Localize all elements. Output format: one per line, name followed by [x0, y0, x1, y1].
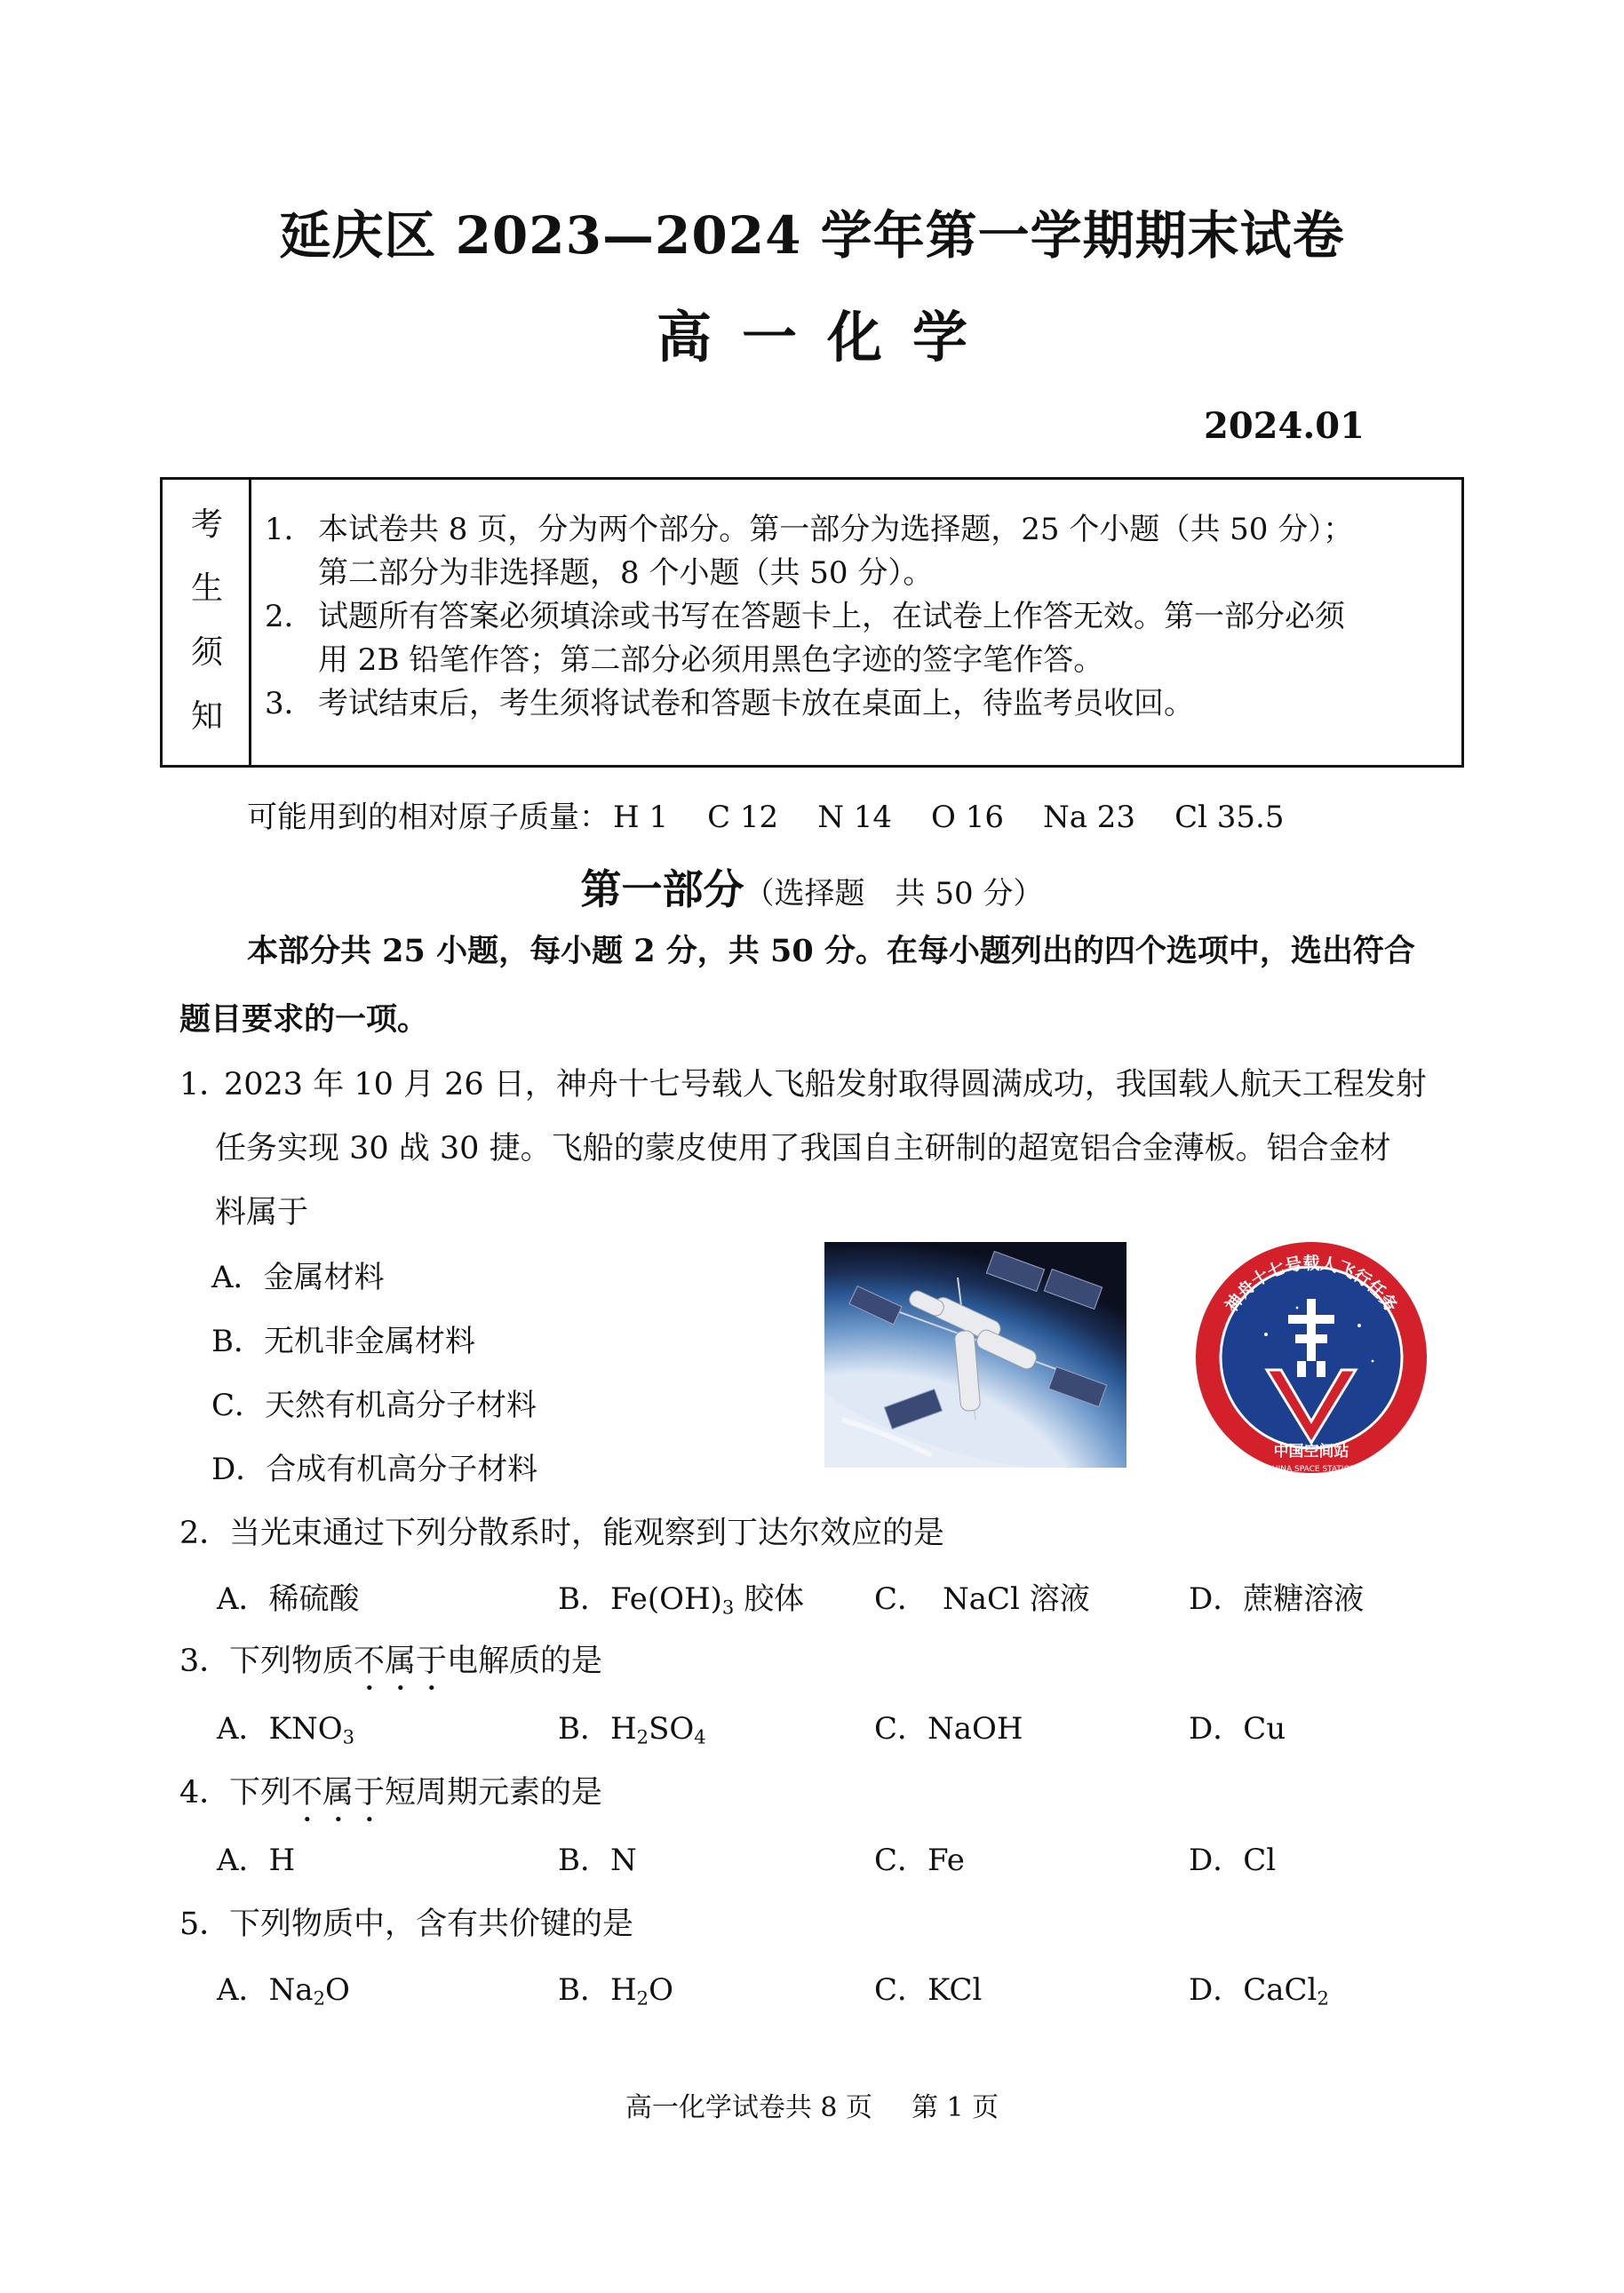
part1-title: 第一部分 [580, 865, 744, 913]
notice-item-line: 用 2B 铅笔作答；第二部分必须用黑色字迹的签字笔作答。 [318, 642, 1104, 678]
q5-option-d [1189, 1965, 1329, 2009]
emblem-en-text: CHINA SPACE STATION [1266, 1465, 1357, 1474]
space-station-photo [824, 1242, 1126, 1468]
notice-items [265, 508, 1444, 726]
q3-option-b-text: B．H [558, 1711, 637, 1747]
q3-option-d: D．Cu [1189, 1711, 1286, 1747]
q3-option-b [558, 1704, 706, 1748]
part1-note: （选择题 共 50 分） [744, 876, 1044, 912]
notice-item-num: 3． [265, 686, 314, 721]
q3-option-c: C．NaOH [874, 1711, 1023, 1747]
atomic-mass: N 14 [817, 800, 893, 835]
q4-number: 4． [179, 1775, 231, 1811]
q4-stem-text2: 短周期元素的是 [385, 1775, 603, 1811]
q5-option-b-sub: 2 [636, 1986, 649, 2010]
q4-option-c: C．Fe [874, 1843, 965, 1878]
q2-option-b-text: B．Fe(OH) [558, 1581, 722, 1617]
q1-option-c: C．天然有机高分子材料 [211, 1388, 537, 1423]
part1-heading [0, 857, 1624, 916]
q5-option-a-sub: 2 [313, 1986, 325, 2010]
q3-stem-emphasis: 不属于 [354, 1644, 448, 1679]
q1-stem-line: 2023 年 10 月 26 日，神舟十七号载人飞船发射取得圆满成功，我国载人航天工程发射 [224, 1067, 1427, 1103]
page-footer [0, 2085, 1624, 2124]
notice-item-num: 1． [265, 512, 314, 547]
notice-label-char: 生 [190, 570, 223, 607]
atomic-mass: Na 23 [1042, 800, 1136, 835]
q5-option-d-sub: 2 [1317, 1986, 1329, 2010]
q4-stem [229, 1768, 602, 1829]
notice-label [163, 480, 251, 765]
q2-number: 2． [179, 1516, 231, 1551]
emblem-cn-text: 中国空间站 [1273, 1443, 1349, 1461]
atomic-mass: Cl 35.5 [1174, 800, 1285, 835]
q3-stem-text: 下列物质 [229, 1644, 354, 1679]
exam-subject: 高一化学 [656, 305, 998, 370]
q2-option-b-sub: 3 [721, 1596, 735, 1619]
footer-page-number: 第 1 页 [912, 2092, 999, 2123]
mission-emblem [1190, 1237, 1432, 1478]
q4-option-a: A．H [217, 1843, 296, 1878]
q5-number: 5． [179, 1907, 231, 1942]
q2-option-a: A．稀硫酸 [217, 1581, 360, 1617]
notice-label-char: 考 [190, 506, 223, 543]
q4-option-d: D．Cl [1189, 1843, 1277, 1878]
q4-stem-emphasis: 不属于 [291, 1775, 386, 1811]
notice-item-line: 本试卷共 8 页，分为两个部分。第一部分为选择题，25 个小题（共 50 分）； [318, 512, 1354, 547]
q1-stem-line: 料属于 [215, 1195, 309, 1230]
q2-option-b-text2: 胶体 [734, 1581, 805, 1617]
notice-label-char: 知 [190, 698, 223, 735]
notice-item [265, 682, 1444, 726]
q4-stem-text: 下列 [229, 1775, 292, 1811]
q1-option-d: D．合成有机高分子材料 [211, 1452, 538, 1487]
q5-option-b-text: B．H [558, 1972, 637, 2008]
q3-option-a-sub: 3 [342, 1725, 354, 1748]
atomic-masses [247, 792, 1323, 836]
q3-number: 3． [179, 1644, 231, 1679]
q3-option-a [217, 1704, 354, 1748]
exam-date: 2024.01 [1204, 405, 1365, 447]
emblem-ring-text: 神舟十七号载人飞行任务 [1222, 1254, 1401, 1316]
notice-item-line: 第二部分为非选择题，8 个小题（共 50 分）。 [318, 555, 934, 591]
atomic-mass: O 16 [931, 800, 1004, 835]
q3-option-b-sub2: 4 [694, 1725, 706, 1748]
part1-intro: 本部分共 25 小题，每小题 2 分，共 50 分。在每小题列出的四个选项中，选出符合 [247, 933, 1415, 969]
q5-option-a-text: A．Na [217, 1972, 314, 2008]
notice-item-num: 2． [265, 599, 314, 634]
notice-item-line: 试题所有答案必须填涂或书写在答题卡上，在试卷上作答无效。第一部分必须 [318, 599, 1345, 634]
atomic-mass: C 12 [707, 800, 779, 835]
q5-option-a [217, 1965, 350, 2009]
q5-option-b-text2: O [649, 1972, 673, 2008]
q2-option-b [558, 1574, 804, 1618]
q3-stem-text2: 电解质的是 [447, 1644, 603, 1679]
q2-stem: 当光束通过下列分散系时，能观察到丁达尔效应的是 [229, 1516, 945, 1551]
q2-option-d: D．蔗糖溶液 [1189, 1581, 1365, 1617]
q5-option-b [558, 1965, 673, 2009]
q5-option-c: C．KCl [874, 1972, 983, 2008]
atomic-mass: H 1 [613, 800, 669, 835]
notice-item-line: 考试结束后，考生须将试卷和答题卡放在桌面上，待监考员收回。 [318, 686, 1194, 721]
q1-number: 1． [179, 1067, 231, 1103]
q4-option-b: B．N [558, 1843, 637, 1878]
q5-option-a-text2: O [325, 1972, 350, 2008]
q2-option-c: C． NaCl 溶液 [874, 1581, 1090, 1617]
q1-option-b: B．无机非金属材料 [211, 1324, 475, 1359]
q3-stem [229, 1636, 602, 1698]
q1-option-a: A．金属材料 [211, 1260, 385, 1295]
notice-item [265, 508, 1444, 595]
q3-option-b-text2: SO [649, 1711, 695, 1747]
atomic-masses-label: 可能用到的相对原子质量： [247, 800, 609, 835]
notice-label-char: 须 [190, 634, 223, 671]
q3-option-a-text: A．KNO [217, 1711, 343, 1747]
notice-item [265, 595, 1444, 682]
part1-intro-cont: 题目要求的一项。 [179, 1001, 429, 1038]
q1-stem-line: 任务实现 30 战 30 捷。飞船的蒙皮使用了我国自主研制的超宽铝合金薄板。铝合金材 [215, 1131, 1391, 1166]
exam-title: 延庆区 2023—2024 学年第一学期期末试卷 [279, 205, 1345, 266]
candidate-notice-box [160, 477, 1464, 768]
q5-stem: 下列物质中，含有共价键的是 [229, 1907, 634, 1942]
q5-option-d-text: D．CaCl [1189, 1972, 1318, 2008]
footer-total-pages: 高一化学试卷共 8 页 [625, 2092, 872, 2123]
q3-option-b-sub: 2 [636, 1725, 649, 1748]
